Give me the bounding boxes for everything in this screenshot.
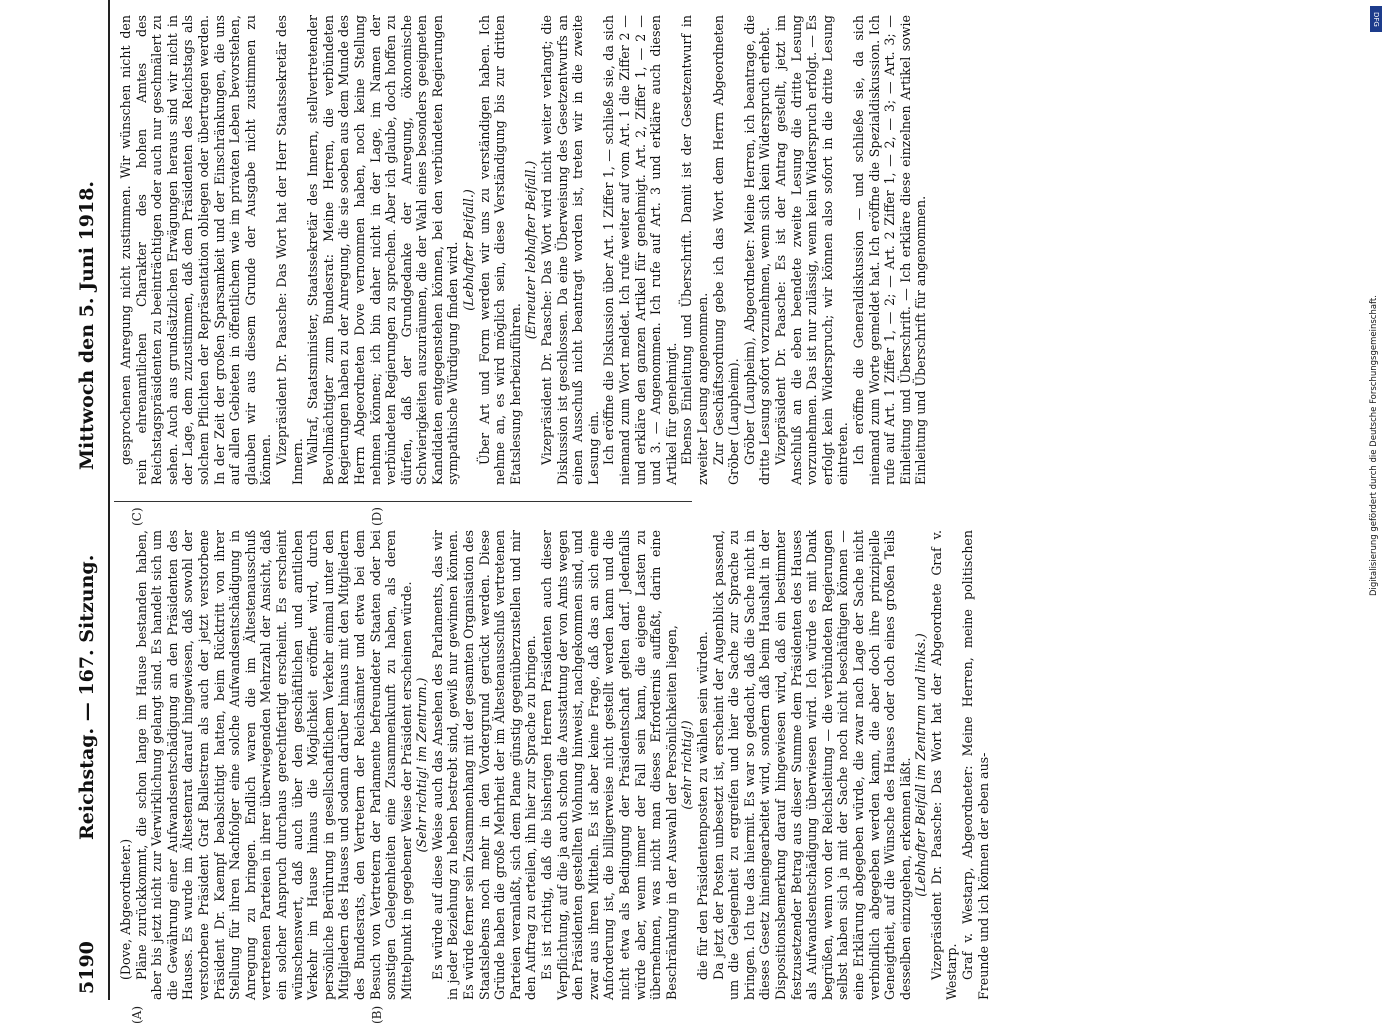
page-number: 5190 — [76, 941, 98, 994]
header-date: Mittwoch den 5. Juni 1918. — [76, 180, 98, 470]
text-column-right — [118, 15, 929, 485]
right-paragraph: gesprochenen Anregung nicht zustimmen. Wir wünschen nicht den rein ehrenamtlichen Charakter des hohen Amtes des Reichstagspräsidenten zu beeinträchtigen oder auch nur geschmälert zu sehen. Auch aus grundsätzlichen Erwägungen heraus sind wir nicht in der Lage, dem zuzustimmen, daß dem Präsidenten des Reichstags als solchem Pflichten der Repräsentation obliegen oder übertragen werden. In der Zeit der großen Sparsamkeit und der Einschränkungen, die uns auf allen Gebieten in öffentlichem wie im privaten Leben bevorstehen, glauben wir aus diesem Grunde der Ausgabe nicht zustimmen zu können. — [118, 15, 274, 485]
margin-mark-d: (D) — [370, 507, 384, 526]
header-rule — [108, 0, 110, 1000]
digitization-credit: Digitalisierung gefördert durch die Deutsche Forschungsgemeinschaft. — [1369, 295, 1379, 596]
right-paragraph: Vizepräsident Dr. Paasche: Das Wort wird nicht weiter verlangt; die Diskussion ist geschlossen. Da eine Überweisung des Gesetzentwurfs an einen Ausschuß nicht beantragt worden ist, treten wir in die zweite Lesung ein. — [539, 15, 601, 485]
text-column-left — [118, 530, 991, 1000]
right-paragraph: Ich eröffne die Diskussion über Art. 1 Ziffer 1, — schließe sie, da sich niemand zum Wort meldet. Ich rufe weiter auf vom Art. 1 die Ziffer 2 — und erkläre den ganzen Artikel für genehmigt. Art. 2, Ziffer 1, — 2 — und 3. — Angenommen. Ich rufe auf Art. 3 und erkläre auch diesen Artikel für genehmigt. — [601, 15, 679, 485]
right-paragraph: Gröber (Laupheim), Abgeordneter: Meine Herren, ich beantrage, die dritte Lesung sofort vorzunehmen, wenn sich kein Widerspruch erhebt. — [741, 15, 773, 485]
page-header — [70, 0, 106, 1000]
left-paragraph: (Lebhafter Beifall im Zentrum und links.) — [913, 633, 929, 897]
right-paragraph: Zur Geschäftsordnung gebe ich das Wort dem Herrn Abgeordneten Gröber (Laupheim). — [710, 15, 742, 485]
right-paragraph: Vizepräsident Dr. Paasche: Es ist der Antrag gestellt, jetzt im Anschluß an die eben beendete zweite Lesung die dritte Lesung vorzunehmen. Das ist nur zulässig, wenn kein Widerspruch erfolgt. — Es erfolgt kein Widerspruch; wir können also sofort in die dritte Lesung eintreten. — [772, 15, 851, 485]
right-paragraph: Ebenso Einleitung und Überschrift. Damit ist der Gesetzentwurf in zweiter Lesung angenommen. — [679, 15, 710, 485]
left-paragraph: (sehr richtig!) — [679, 720, 695, 810]
dfg-logo: DFG — [1370, 6, 1382, 32]
left-paragraph: Graf v. Westarp, Abgeordneter: Meine Herren, meine politischen Freunde und ich können der eben aus- — [960, 530, 991, 1000]
right-paragraph: Vizepräsident Dr. Paasche: Das Wort hat der Herr Staatssekretär des Innern. — [273, 15, 305, 485]
right-paragraph: (Erneuter lebhafter Beifall.) — [523, 160, 539, 340]
left-paragraph: die für den Präsidentenposten zu wählen sein würden. — [694, 631, 710, 980]
left-paragraph: Es ist richtig, daß die bisherigen Herren Präsidenten auch dieser Verpflichtung, auf die ja auch schon die Ausstattung der von Amts wegen den Präsidenten gestellten Wohnung hinweist, nachgekommen sind, und zwar aus ihren Mitteln. Es ist aber keine Frage, daß das an sich eine Anforderung ist, die billigerweise nicht gestellt werden kann und die nicht etwa als Bedingung der Präsidentschaft gelten darf. Jedenfalls würde aber, wenn immer der Fall sein kann, die eigene Lasten zu übernehmen, was nicht man dieses Erfordernis auffaßt, darin eine Beschränkung in der Auswahl der Persönlichkeiten liegen, — [539, 530, 679, 1000]
margin-mark-b: (B) — [370, 1005, 384, 1024]
right-paragraph: Wallraf, Staatsminister, Staatssekretär des Innern, stellvertretender Bevollmächtigter zum Bundesrat: Meine Herren, die verbündeten Regierungen haben zu der Anregung, die sie soeben aus dem Munde des Herrn Abgeordneten Dove vernommen haben, noch keine Stellung nehmen können; ich bin daher nicht in der Lage, im Namen der verbündeten Regierungen zu sprechen. Aber ich glaube, doch hoffen zu dürfen, daß der Grundgedanke der Anregung, ökonomische Schwierigkeiten auszuräumen, die der Wahl eines besonders geeigneten Kandidaten entgegenstehen können, bei den verbündeten Regierungen sympathische Würdigung finden wird. — [305, 15, 461, 485]
header-session-title: Reichstag. — 167. Sitzung. — [76, 554, 98, 840]
left-paragraph: Es würde auf diese Weise auch das Ansehen des Parlaments, das wir in jeder Beziehung zu heben bestrebt sind, gewiß nur gewinnen können. Es würde ferner sein Zusammenhang mit der gesamten Organisation des Staatslebens noch mehr in den Vordergrund gerückt werden. Diese Gründe haben die große Mehrheit der im Ältestenausschuß vertretenen Parteien veranlaßt, sich dem Plane günstig gegenüberzustellen und mir den Auftrag zu erteilen, ihn hier zur Sprache zu bringen. — [429, 530, 539, 1000]
column-divider — [114, 501, 692, 502]
left-paragraph: (Dove, Abgeordneter.) — [118, 838, 133, 980]
right-paragraph: Ich eröffne die Generaldiskussion — und schließe sie, da sich niemand zum Worte gemeldet hat. Ich eröffne die Spezialdiskussion. Ich rufe auf Art. 1 Ziffer 1, — 2; — Art. 2 Ziffer 1, — 2, — 3; — Art. 3; — Einleitung und Überschrift. — Ich erkläre diese einzelnen Artikel sowie Einleitung und Überschrift für angenommen. — [850, 15, 929, 485]
left-paragraph: Vizepräsident Dr. Paasche: Das Wort hat der Abgeordnete Graf v. Westarp. — [928, 530, 960, 1000]
right-paragraph: Über Art und Form werden wir uns zu verständigen haben. Ich nehme an, es wird möglich sein, diese Verständigung bis zur dritten Etatslesung herbeizuführen. — [476, 15, 523, 485]
margin-mark-c: (C) — [130, 507, 144, 526]
left-paragraph: Pläne zurückkommt, die schon lange im Hause bestanden haben, aber bis jetzt nicht zur Verwirklichung gelangt sind. Es handelt sich um die Gewährung einer Aufwandsentschädigung an den Präsidenten des Hauses. Es wurde im Ältestenrat darauf hingewiesen, daß sowohl der verstorbene Präsident Graf Ballestrem als auch der jetzt verstorbene Präsident Dr. Kaempf beabsichtigt hatten, beim Rücktritt von ihrer Stellung für ihren Nachfolger eine solche Aufwandsentschädigung in Anregung zu bringen. Endlich waren die im Ältestenausschuß vertretenen Parteien in ihrer überwiegenden Mehrzahl der Ansicht, daß ein solcher Anspruch durchaus gerechtfertigt erscheint. Es erscheint wünschenswert, daß auch über den geschäftlichen und amtlichen Verkehr im Hause hinaus die Möglichkeit eröffnet wird, durch persönliche Berührung in gesellschaftlichem Verkehr einmal unter den Mitgliedern des Hauses und sodann darüber hinaus mit den Mitgliedern des Bundesrats, den Vertretern der Reichsämter und etwa bei dem Besuch von Vertretern der Parlamente befreundeter Staaten oder bei sonstigen Gelegenheiten eine Zusammenkunft zu haben, als deren Mittelpunkt in gegebener Weise der Präsident erscheinen würde. — [133, 530, 414, 1000]
rotated-document-page — [70, 0, 1380, 1024]
margin-mark-a: (A) — [130, 1005, 144, 1024]
right-paragraph: (Lebhafter Beifall.) — [461, 189, 477, 311]
left-paragraph: Da jetzt der Posten unbesetzt ist, erscheint der Augenblick passend, um die Gelegenheit zu ergreifen und hier die Sache zur Sprache zu bringen. Ich tue das hiermit. Es war so gedacht, daß die Sache nicht in dieses Gesetz hineingearbeitet wird, sondern daß beim Haushalt in der Dispositionsbemerkung darauf hingewiesen wird, daß ein bestimmter festzusetzender Betrag aus dieser Summe dem Präsidenten des Hauses als Aufwandsentschädigung überwiesen wird. Ich würde es mit Dank begrüßen, wenn von der Reichsleitung — die verbündeten Regierungen selbst haben sich ja mit der Sache noch nicht beschäftigen können — eine Erklärung abgegeben würde, die zwar nach Lage der Sache nicht verbindlich abgegeben werden kann, die aber doch ihre prinzipielle Geneigtheit, auf die Wünsche des Hauses oder doch eines großen Teils desselben einzugehen, erkennen läßt. — [710, 530, 913, 1000]
left-paragraph: (Sehr richtig! im Zentrum.) — [414, 677, 430, 853]
